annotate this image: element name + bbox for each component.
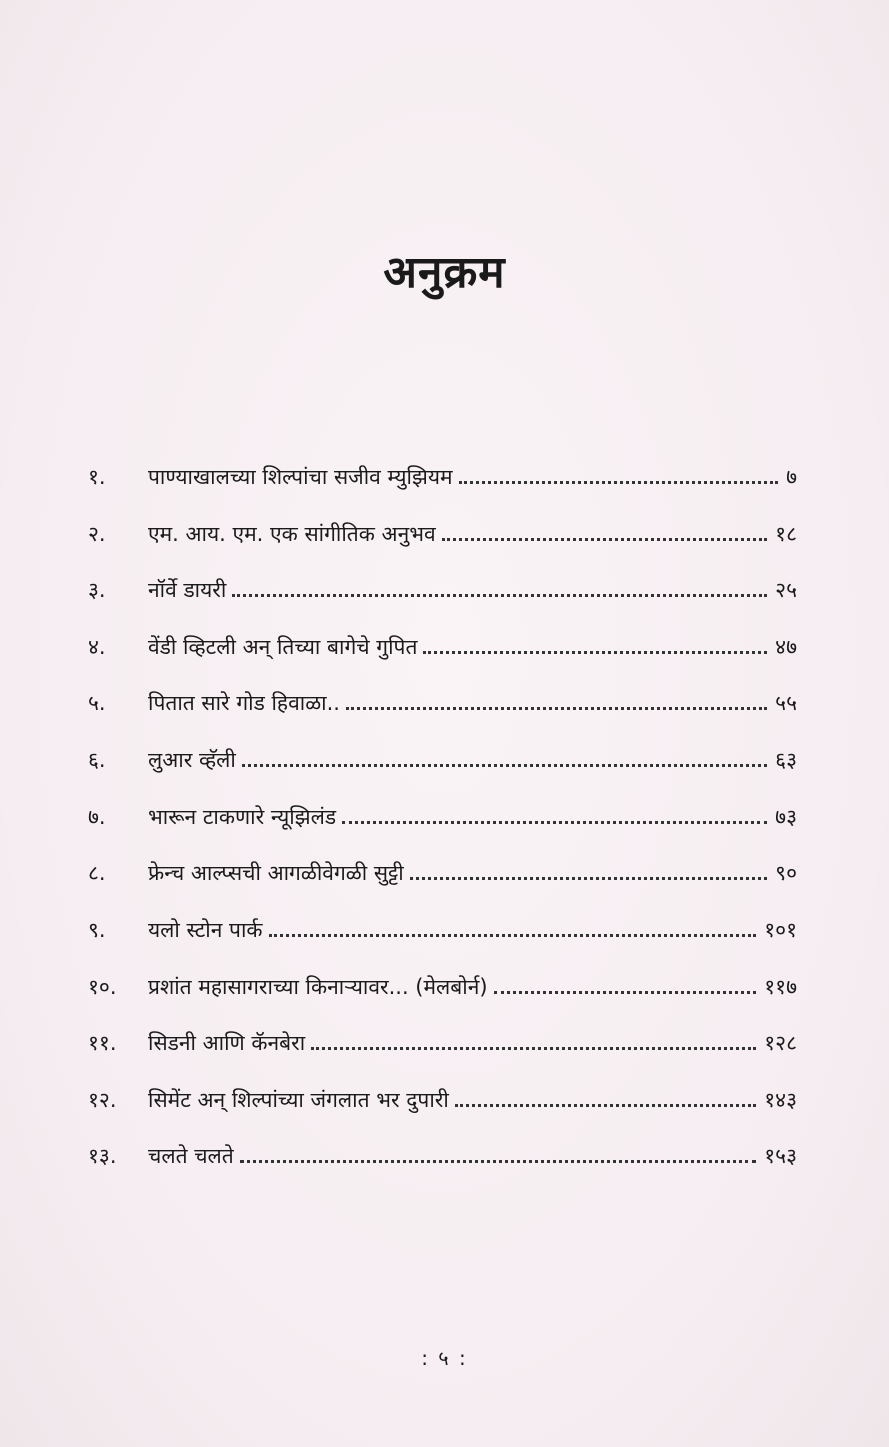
- dot-leader: [242, 764, 767, 767]
- toc-entry-number: १२.: [88, 1088, 117, 1112]
- toc-entry-title: यलो स्टोन पार्क: [148, 918, 263, 942]
- toc-entry: [0, 735, 889, 785]
- toc-entry-page: ७: [786, 465, 797, 489]
- dot-leader: [342, 821, 767, 824]
- toc-entry: [0, 565, 889, 615]
- toc-entry-number: १.: [88, 465, 106, 489]
- toc-entry-page: २५: [775, 578, 797, 602]
- toc-entry-number: ८.: [88, 861, 106, 885]
- page-number: : ५ :: [421, 1346, 468, 1370]
- toc-entry-title: प्रशांत महासागराच्या किनाऱ्यावर... (मेलबोर्न): [148, 975, 488, 999]
- dot-leader: [455, 1104, 756, 1107]
- toc-entry-title: सिडनी आणि कॅनबेरा: [148, 1031, 306, 1055]
- dot-leader: [269, 934, 757, 937]
- toc-entry-page: १४३: [764, 1088, 797, 1112]
- toc-entry: [0, 848, 889, 898]
- toc-entry-title: वेंडी व्हिटली अन् तिच्या बागेचे गुपित: [148, 635, 418, 659]
- toc-entry-title: पाण्याखालच्या शिल्पांचा सजीव म्युझियम: [148, 465, 453, 489]
- toc-entry-title: नॉर्वे डायरी: [148, 578, 227, 602]
- toc-entry-title: पितात सारे गोड हिवाळा..: [148, 691, 340, 715]
- dot-leader: [442, 538, 767, 541]
- toc-entry-page: ९०: [775, 861, 797, 885]
- dot-leader: [423, 651, 767, 654]
- page-title: अनुक्रम: [383, 247, 506, 298]
- toc-entry: [0, 452, 889, 502]
- dot-leader: [311, 1047, 756, 1050]
- toc-entry-page: १५३: [764, 1144, 797, 1168]
- toc-entry-page: ७३: [775, 805, 797, 829]
- toc-entry: [0, 1018, 889, 1068]
- toc-entry-number: ५.: [88, 691, 106, 715]
- toc-entry: [0, 678, 889, 728]
- toc-entry-title: एम. आय. एम. एक सांगीतिक अनुभव: [148, 522, 436, 546]
- toc-entry-title: सिमेंट अन् शिल्पांच्या जंगलात भर दुपारी: [148, 1088, 449, 1112]
- toc-entry-page: ४७: [775, 635, 797, 659]
- toc-entry-number: १०.: [88, 975, 117, 999]
- toc-entry: [0, 905, 889, 955]
- dot-leader: [232, 594, 767, 597]
- toc-entry-page: १८: [775, 522, 797, 546]
- toc-entry: [0, 962, 889, 1012]
- toc-entry-number: १३.: [88, 1144, 117, 1168]
- toc-entry: [0, 792, 889, 842]
- toc-entry-page: ११७: [764, 975, 797, 999]
- toc-entry-number: २.: [88, 522, 106, 546]
- toc-entry-page: ५५: [775, 691, 797, 715]
- toc-entry-page: ६३: [775, 748, 797, 772]
- toc-entry-title: फ्रेन्च आल्प्सची आगळीवेगळी सुट्टी: [148, 861, 404, 885]
- dot-leader: [494, 991, 757, 994]
- dot-leader: [240, 1160, 756, 1163]
- toc-entry-title: चलते चलते: [148, 1144, 234, 1168]
- toc-entry-number: ७.: [88, 805, 106, 829]
- toc-entry-page: १२८: [764, 1031, 797, 1055]
- toc-entry: [0, 1075, 889, 1125]
- toc-entry-number: ११.: [88, 1031, 117, 1055]
- toc-entry-title: लुआर व्हॅली: [148, 748, 236, 772]
- dot-leader: [410, 877, 767, 880]
- toc-entry-number: ४.: [88, 635, 106, 659]
- toc-entry: [0, 509, 889, 559]
- toc-entry-page: १०१: [764, 918, 797, 942]
- dot-leader: [346, 707, 767, 710]
- toc-entry-number: ९.: [88, 918, 106, 942]
- toc-entry-number: ६.: [88, 748, 106, 772]
- toc-entry: [0, 622, 889, 672]
- toc-entry-number: ३.: [88, 578, 106, 602]
- dot-leader: [459, 481, 778, 484]
- toc-entry-title: भारून टाकणारे न्यूझिलंड: [148, 805, 337, 829]
- toc-entry: [0, 1131, 889, 1181]
